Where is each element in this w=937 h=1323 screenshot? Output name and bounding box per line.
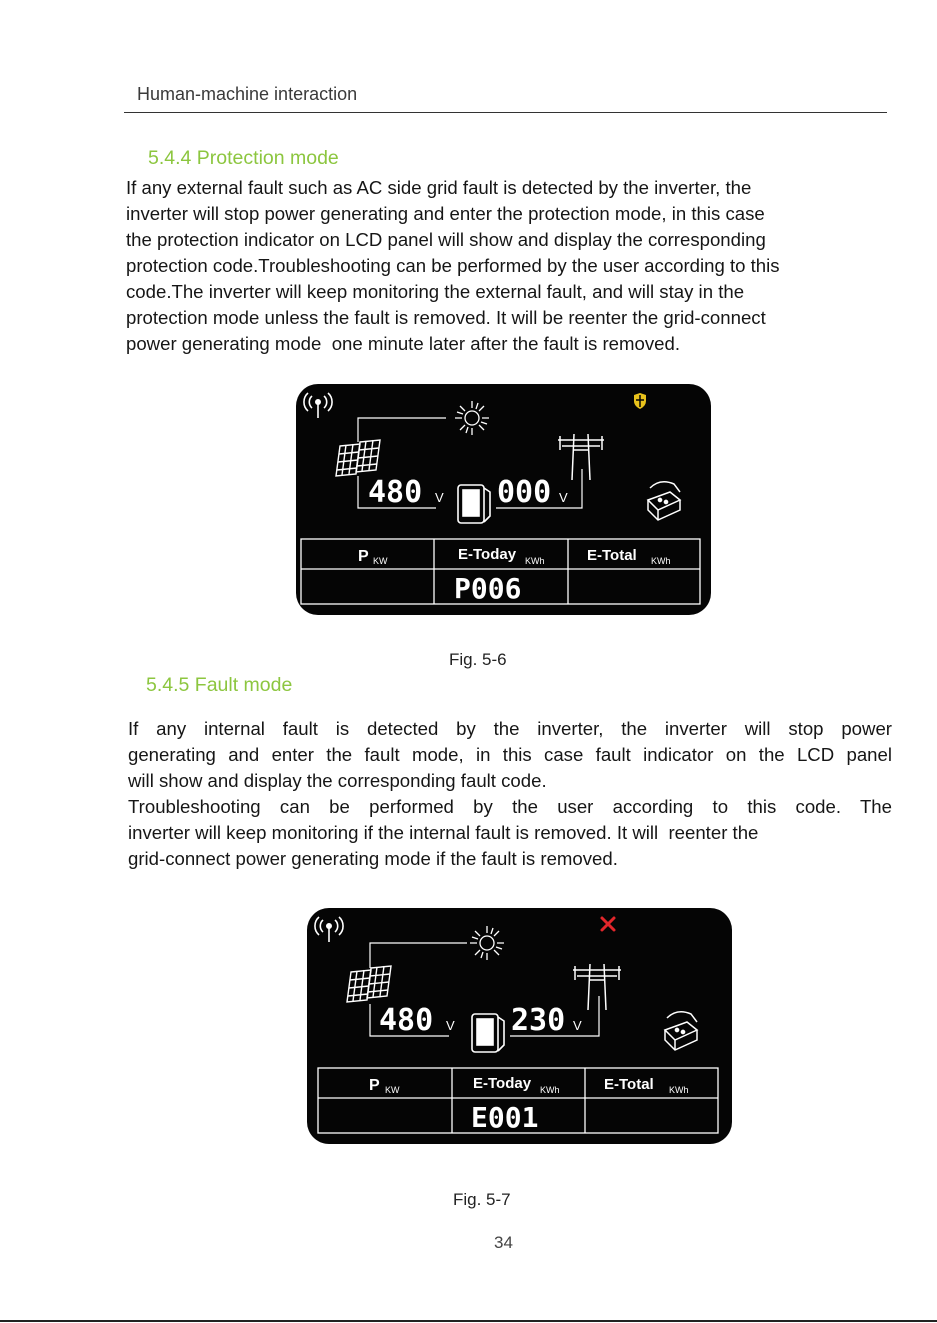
paragraph-line: If any internal fault is detected by the inverter, the inverter will stop power xyxy=(128,718,892,739)
grid-voltage-unit: V xyxy=(559,490,568,505)
paragraph-line: power generating mode one minute later after the fault is removed. xyxy=(126,333,680,354)
figure-caption: Fig. 5-6 xyxy=(449,650,507,669)
paragraph-line: will show and display the corresponding fault code. xyxy=(128,770,547,791)
table-header-e-total: E-Total xyxy=(604,1076,654,1093)
table-header-e-total-unit: KWh xyxy=(669,1085,689,1095)
table-header-e-today: E-Today xyxy=(458,546,517,563)
wifi-icon xyxy=(304,393,332,418)
shield-icon xyxy=(634,393,646,409)
inverter-icon xyxy=(472,1014,504,1052)
grid-voltage-readout: 000 xyxy=(497,475,552,510)
pv-voltage-readout: 480 xyxy=(379,1003,434,1038)
paragraph-line: generating and enter the fault mode, in this case fault indicator on the LCD panel xyxy=(128,744,892,765)
sun-connector-line xyxy=(358,418,446,442)
grid-voltage-readout: 230 xyxy=(511,1003,566,1038)
solar-panel-icon xyxy=(336,440,380,476)
table-header-e-total: E-Total xyxy=(587,547,637,564)
sun-icon xyxy=(455,401,489,435)
page-bottom-rule xyxy=(0,1320,937,1322)
battery-box-icon xyxy=(648,482,680,520)
wifi-icon xyxy=(315,917,343,942)
table-header-p-unit: KW xyxy=(373,556,388,566)
paragraph-line: code.The inverter will keep monitoring the external fault, and will stay in the xyxy=(126,281,745,302)
paragraph-line: grid-connect power generating mode if the fault is removed. xyxy=(128,848,618,869)
table-header-e-today: E-Today xyxy=(473,1075,532,1092)
running-header: Human-machine interaction xyxy=(137,84,358,104)
header-rule xyxy=(124,112,887,113)
sun-connector-line xyxy=(370,943,467,968)
solar-panel-icon xyxy=(347,966,391,1002)
pv-voltage-unit: V xyxy=(435,490,444,505)
table-header-p: P xyxy=(369,1077,380,1094)
figure-caption: Fig. 5-7 xyxy=(453,1190,511,1209)
pv-voltage-unit: V xyxy=(446,1018,455,1033)
grid-voltage-unit: V xyxy=(573,1018,582,1033)
table-header-p-unit: KW xyxy=(385,1085,400,1095)
fault-code-readout: E001 xyxy=(471,1101,539,1134)
power-tower-icon xyxy=(558,434,604,480)
page-number: 34 xyxy=(494,1233,513,1252)
section-title-fault-mode: 5.4.5 Fault mode xyxy=(146,674,293,696)
table-header-e-total-unit: KWh xyxy=(651,556,671,566)
lcd-panel-protection xyxy=(296,384,711,615)
table-header-e-today-unit: KWh xyxy=(540,1085,560,1095)
paragraph-line: If any external fault such as AC side grid fault is detected by the inverter, the xyxy=(126,177,752,198)
paragraph-line: inverter will keep monitoring if the internal fault is removed. It will reenter the xyxy=(128,822,759,843)
paragraph-line: Troubleshooting can be performed by the user according to this code. The xyxy=(128,796,892,817)
protection-code-readout: P006 xyxy=(454,572,522,605)
pv-voltage-readout: 480 xyxy=(368,475,423,510)
table-header-e-today-unit: KWh xyxy=(525,556,545,566)
battery-box-icon xyxy=(665,1012,697,1050)
sun-icon xyxy=(470,926,504,960)
fault-mode-paragraph xyxy=(128,716,892,872)
table-header-p: P xyxy=(358,548,369,565)
paragraph-line: inverter will stop power generating and enter the protection mode, in this case xyxy=(126,203,765,224)
power-tower-icon xyxy=(573,964,621,1010)
paragraph-line: the protection indicator on LCD panel will show and display the corresponding xyxy=(126,229,766,250)
lcd-panel-fault xyxy=(307,908,732,1144)
paragraph-line: protection mode unless the fault is removed. It will be reenter the grid-connect xyxy=(126,307,766,328)
fault-x-icon xyxy=(602,918,614,930)
section-title-protection-mode: 5.4.4 Protection mode xyxy=(148,147,339,169)
inverter-icon xyxy=(458,485,490,523)
paragraph-line: protection code.Troubleshooting can be performed by the user according to this xyxy=(126,255,780,276)
protection-mode-paragraph xyxy=(126,175,896,357)
